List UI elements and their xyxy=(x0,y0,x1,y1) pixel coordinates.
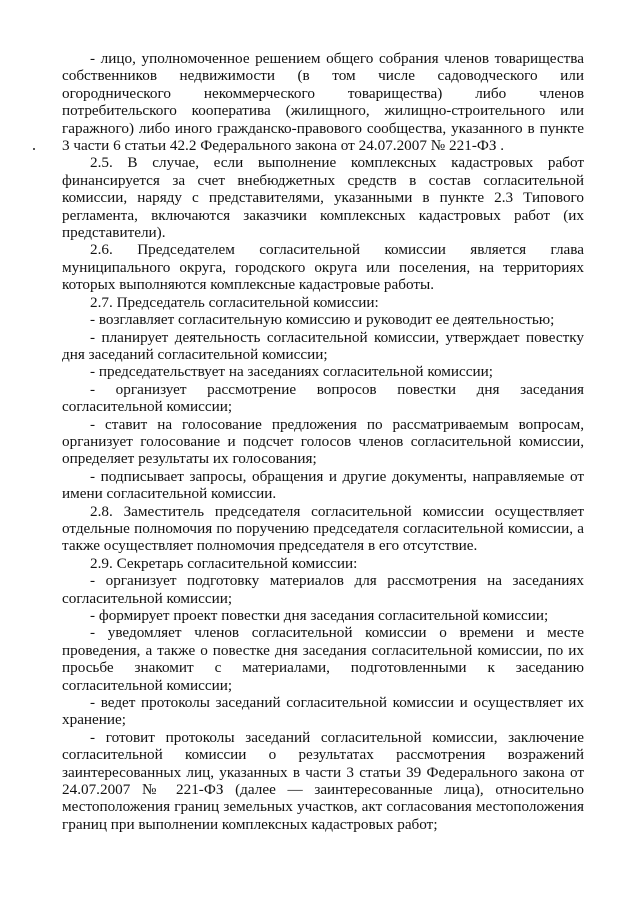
paragraph-2-9-heading: 2.9. Секретарь согласительной комиссии: xyxy=(90,554,358,572)
list-item: - председательствует на заседаниях согласительной комиссии; xyxy=(90,363,493,381)
list-item: - организует рассмотрение вопросов повестки дня заседания согласительной комиссии; xyxy=(62,380,584,416)
list-item: - возглавляет согласительную комиссию и руководит ее деятельностью; xyxy=(90,311,555,329)
list-item: - уведомляет членов согласительной комиссии о времени и месте проведения, а также о повестке дня заседания согласительной комиссии, по их просьбе знакомит с материалами, подготовленными к заседанию согласительной комиссии; xyxy=(62,624,584,694)
paragraph-2-5: 2.5. В случае, если выполнение комплексных кадастровых работ финансируется за счет внебюджетных средств в состав согласительной комиссии, наряду с представителями, указанными в пункте 2.3 Типового регламента, включаются заказчики комплексных кадастровых работ (их представители). xyxy=(62,154,584,242)
list-item: - планирует деятельность согласительной комиссии, утверждает повестку дня заседаний согласительной комиссии; xyxy=(62,328,584,363)
paragraph-2-6: 2.6. Председателем согласительной комиссии является глава муниципального округа, городского округа или поселения, на территориях которых выполняются комплексные кадастровые работы. xyxy=(62,241,584,294)
margin-speck xyxy=(33,148,35,150)
paragraph-authorized-person: - лицо, уполномоченное решением общего собрания членов товарищества собственников недвижимости (в том числе садоводческого или огороднического некоммерческого товарищества) либо членов потребительского кооператива (жилищного, жилищно-строительного или гаражного) либо иного гражданско-правового сообщества, указанного в пункте 3 части 6 статьи 42.2 Федерального закона от 24.07.2007 № 221-ФЗ . xyxy=(62,50,584,155)
document-page xyxy=(62,50,584,833)
paragraph-2-7-heading: 2.7. Председатель согласительной комиссии: xyxy=(90,293,379,311)
list-item: - организует подготовку материалов для рассмотрения на заседаниях согласительной комиссии; xyxy=(62,572,584,607)
paragraph-2-8: 2.8. Заместитель председателя согласительной комиссии осуществляет отдельные полномочия по поручению председателя согласительной комиссии, а также осуществляет полномочия председателя в его отсутствие. xyxy=(62,502,584,555)
list-item: - готовит протоколы заседаний согласительной комиссии, заключение согласительной комиссии о результатах рассмотрения возражений заинтересованных лиц, указанных в части 3 статьи 39 Федерального закона от 24.07.2007 № 221-ФЗ (далее — заинтересованные лица), относительно местоположения границ земельных участков, акт согласования местоположения границ при выполнении комплексных кадастровых работ; xyxy=(62,728,584,833)
list-item: - ставит на голосование предложения по рассматриваемым вопросам, организует голосование и подсчет голосов членов согласительной комиссии, определяет результаты их голосования; xyxy=(62,415,584,468)
list-item: - ведет протоколы заседаний согласительной комиссии и осуществляет их хранение; xyxy=(62,694,584,729)
list-item: - подписывает запросы, обращения и другие документы, направляемые от имени согласительной комиссии. xyxy=(62,467,584,503)
list-item: - формирует проект повестки дня заседания согласительной комиссии; xyxy=(90,607,549,624)
